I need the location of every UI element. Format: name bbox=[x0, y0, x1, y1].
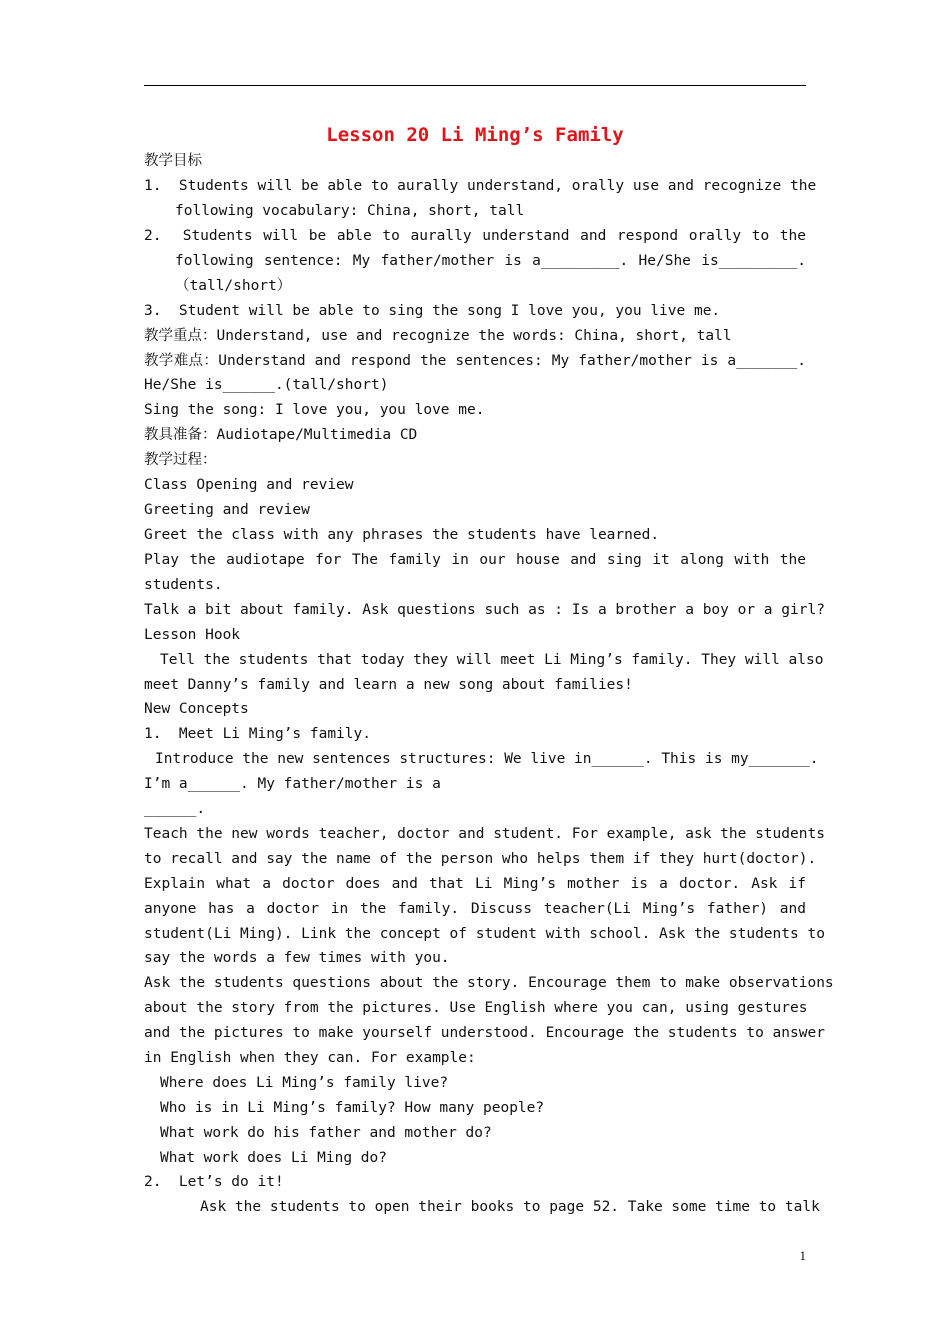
step-2-heading: 2. Let’s do it! bbox=[144, 1174, 284, 1190]
lesson-title: Lesson 20 Li Ming’s Family bbox=[326, 124, 624, 146]
teaching-aids: 教具准备：Audiotape/Multimedia CD bbox=[144, 427, 418, 443]
paragraph-line: ______. bbox=[144, 801, 206, 817]
step-1-heading: 1. Meet Li Ming’s family. bbox=[144, 726, 371, 742]
subheading-new-concepts: New Concepts bbox=[144, 701, 249, 717]
key-points: 教学重点：Understand, use and recognize the words: China, short, tall bbox=[144, 328, 732, 344]
paragraph-line: and the pictures to make yourself understood. Encourage the students to answer bbox=[144, 1025, 825, 1041]
paragraph-line: meet Danny’s family and learn a new song about families! bbox=[144, 677, 633, 693]
paragraph-line: about the story from the pictures. Use English where you can, using gestures bbox=[144, 1000, 808, 1016]
paragraph-line: Teach the new words teacher, doctor and student. For example, ask the students bbox=[144, 826, 825, 842]
example-question: Who is in Li Ming’s family? How many people? bbox=[160, 1100, 545, 1116]
paragraph-line: to recall and say the name of the person who helps them if they hurt(doctor). bbox=[144, 851, 817, 867]
section-heading-process: 教学过程： bbox=[144, 452, 217, 468]
difficult-points: 教学难点：Understand and respond the sentences: My father/mother is a_______. bbox=[144, 353, 806, 369]
objective-2-continued: following sentence: My father/mother is a_________. He/She is_________. bbox=[175, 253, 806, 269]
subheading-lesson-hook: Lesson Hook bbox=[144, 627, 241, 643]
objective-2-options: （tall/short） bbox=[175, 278, 292, 294]
page-number: 1 bbox=[799, 1248, 806, 1263]
objective-1-continued: following vocabulary: China, short, tall bbox=[175, 203, 525, 219]
objective-1: 1. Students will be able to aurally understand, orally use and recognize the bbox=[144, 178, 817, 194]
paragraph-line: I’m a______. My father/mother is a bbox=[144, 776, 441, 792]
paragraph-line: Ask the students to open their books to page 52. Take some time to talk bbox=[200, 1199, 820, 1215]
example-question: Where does Li Ming’s family live? bbox=[160, 1075, 449, 1091]
paragraph-line: student(Li Ming). Link the concept of student with school. Ask the students to bbox=[144, 926, 825, 942]
objective-2: 2. Students will be able to aurally understand and respond orally to the bbox=[144, 228, 806, 244]
paragraph-line: Play the audiotape for The family in our house and sing it along with the bbox=[144, 552, 806, 568]
paragraph-line: in English when they can. For example: bbox=[144, 1050, 476, 1066]
paragraph-line: Introduce the new sentences structures: We live in______. This is my_______. bbox=[155, 751, 819, 767]
paragraph-line: Greet the class with any phrases the students have learned. bbox=[144, 527, 660, 543]
paragraph-line: anyone has a doctor in the family. Discuss teacher(Li Ming’s father) and bbox=[144, 901, 806, 917]
paragraph-line: Explain what a doctor does and that Li Ming’s mother is a doctor. Ask if bbox=[144, 876, 806, 892]
objective-3: 3. Student will be able to sing the song I love you, you live me. bbox=[144, 303, 721, 319]
subheading-class-opening: Class Opening and review bbox=[144, 477, 354, 493]
section-heading-objectives: 教学目标 bbox=[144, 153, 202, 169]
header-rule bbox=[144, 85, 806, 86]
paragraph-line: Ask the students questions about the story. Encourage them to make observations bbox=[144, 975, 834, 991]
paragraph-line: Talk a bit about family. Ask questions such as : Is a brother a boy or a girl? bbox=[144, 602, 825, 618]
example-question: What work do his father and mother do? bbox=[160, 1125, 492, 1141]
subheading-greeting: Greeting and review bbox=[144, 502, 310, 518]
paragraph-line: say the words a few times with you. bbox=[144, 950, 450, 966]
paragraph-line: students. bbox=[144, 577, 223, 593]
song-line: Sing the song: I love you, you love me. bbox=[144, 402, 485, 418]
difficult-points-continued: He/She is______.(tall/short) bbox=[144, 377, 389, 393]
example-question: What work does Li Ming do? bbox=[160, 1150, 387, 1166]
paragraph-line: Tell the students that today they will meet Li Ming’s family. They will also bbox=[160, 652, 824, 668]
